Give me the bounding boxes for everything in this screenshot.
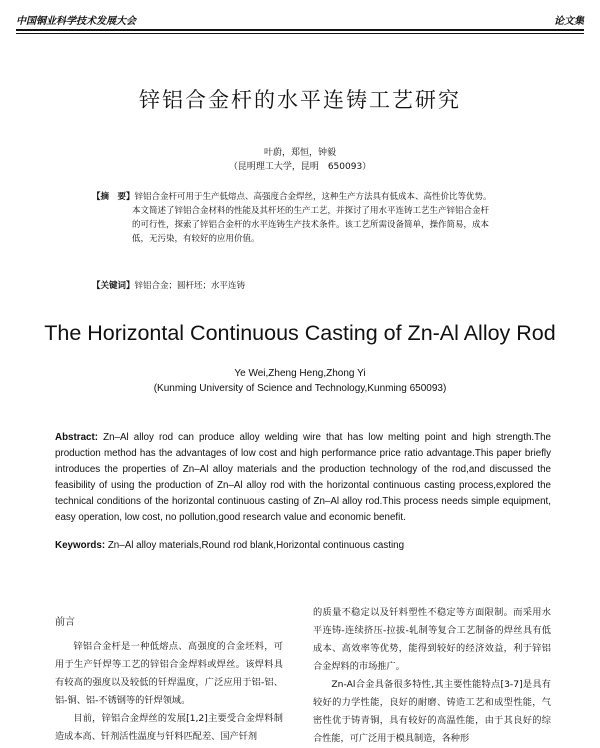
journal-name: 中国铜业科学技术发展大会 (16, 16, 136, 27)
cn-abstract-label: 【摘 要】 (92, 192, 135, 202)
cn-keywords-text: 锌铝合金；圆杆坯；水平连铸 (134, 281, 246, 291)
preface-heading: 前言 (55, 617, 75, 628)
cn-affiliation: （昆明理工大学，昆明 650093） (228, 162, 372, 172)
header-rule-thin (16, 33, 584, 34)
cn-keywords (92, 279, 532, 291)
body-paragraph: Zn-Al合金具备很多特性,其主要性能特点[3-7]是具有较好的力学性能，良好的耐磨、铸造工艺和成型性能，气密性优于铸青铜，具有较好的高温性能，由于其良好的综合性能，可广泛用于模具制造，各种形 (313, 679, 551, 744)
cn-abstract-line: 低，无污染，有较好的应用价值。 (132, 234, 260, 244)
cn-abstract-line: 的可行性，探索了锌铝合金杆的水平连铸生产技术条件。该工艺所需设备简单，操作简易，成本 (132, 220, 490, 230)
header-rule (16, 29, 584, 31)
body-column-left (55, 614, 283, 746)
en-title: The Horizontal Continuous Casting of Zn-Al Alloy Rod (44, 321, 556, 345)
en-abstract (55, 430, 551, 526)
running-header (16, 12, 584, 28)
section-name: 论文集 (554, 16, 584, 27)
cn-keywords-label: 【关键词】 (92, 281, 135, 291)
cn-abstract-line: 锌铝合金杆可用于生产低熔点、高强度合金焊丝，这种生产方法具有低成本、高性价比等优势。 (134, 192, 492, 202)
en-abstract-label: Abstract: (55, 432, 99, 443)
cn-title: 锌铝合金杆的水平连铸工艺研究 (139, 88, 461, 112)
en-keywords (55, 540, 551, 551)
body-column-right (313, 604, 551, 748)
cn-authors: 叶蔚，郑恒，钟毅 (263, 148, 336, 158)
body-paragraph: 目前，锌铝合金焊丝的发展[1,2]主要受合金焊料制造成本高、钎剂活性温度与钎料匹配差、国产钎剂 (55, 713, 283, 742)
en-keywords-text: Zn–Al alloy materials,Round rod blank,Horizontal continuous casting (107, 540, 405, 551)
cn-abstract (92, 190, 532, 246)
body-paragraph: 的质量不稳定以及钎料塑性不稳定等方面限制。而采用水平连铸-连续挤压-拉拔-轧制等复合工艺制备的焊丝具有低成本、高效率等优势，能得到较好的经济效益，利于锌铝合金焊料的市场推广。 (313, 607, 551, 672)
cn-abstract-line: 本文简述了锌铝合金材料的性能及其杆坯的生产工艺，并探讨了用水平连铸工艺生产锌铝合金杆 (132, 206, 490, 216)
body-paragraph: 锌铝合金杆是一种低熔点、高强度的合金坯料，可用于生产钎焊等工艺的锌铝合金焊料或焊丝。该焊料具有较高的强度以及较低的钎焊温度，广泛应用于铝-铝、铝-铜、铝-不锈钢等的钎焊领域。 (55, 641, 283, 706)
en-abstract-text: Zn–Al alloy rod can produce alloy welding wire that has low melting point and high strength.The production method has the advantages of low cost and high performance price ratio advantage.This paper briefly introduces the properties of Zn–Al alloy materials and the production technology of the rod,and discussed the feasibility of using the production of Zn–Al alloy rod with the horizontal continuous casting process,explored the technical conditions of the horizontal continuous casting of Zn–Al alloy rod.This process needs simple equipment, easy operation, low cost, no pollution,good research value and economic benefit. (55, 432, 552, 523)
en-affiliation: (Kunming University of Science and Technology,Kunming 650093) (153, 383, 447, 394)
en-authors: Ye Wei,Zheng Heng,Zhong Yi (234, 368, 366, 379)
en-keywords-label: Keywords: (55, 540, 106, 551)
